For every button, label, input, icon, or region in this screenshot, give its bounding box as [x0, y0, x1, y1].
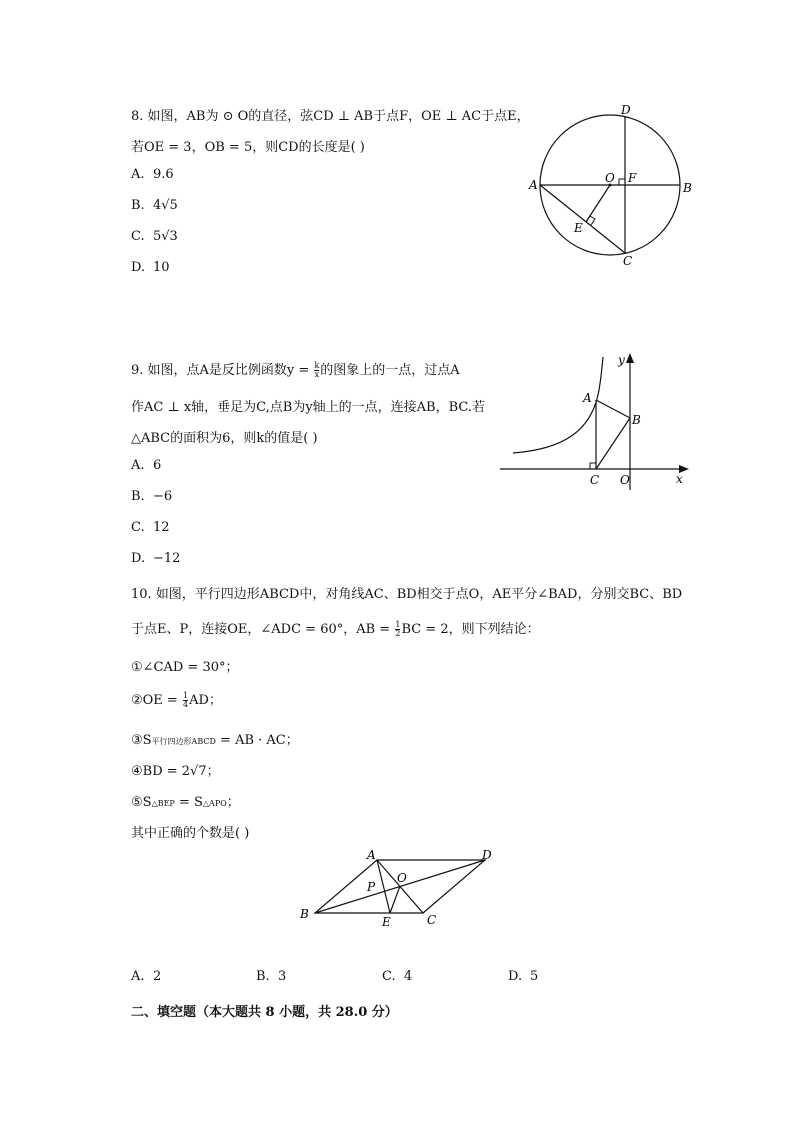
q10-option-c — [382, 969, 412, 984]
option-key: D. — [508, 969, 523, 984]
option-key: C. — [131, 229, 145, 244]
option-key: B. — [131, 198, 145, 213]
q9-option-c — [131, 520, 170, 535]
q10-line2-post: BC = 2，则下列结论： — [401, 622, 540, 637]
q8-option-c — [131, 229, 178, 244]
s3-post: = AB · AC； — [215, 733, 299, 748]
label-b: B — [632, 413, 641, 427]
label-d: D — [482, 848, 492, 862]
option-key: D. — [131, 260, 146, 275]
q9-option-b — [131, 489, 172, 504]
q10-ask: 其中正确的个数是( ) — [131, 826, 250, 841]
q10-statement-2 — [131, 689, 222, 709]
s3-pre: ③S — [131, 733, 152, 748]
q9-hyperbola-figure — [495, 345, 695, 490]
option-key: A. — [131, 458, 145, 473]
s5-subscript-1: △BEP — [151, 799, 175, 808]
label-a: A — [583, 391, 592, 405]
option-key: A. — [131, 969, 145, 984]
s5-post: ； — [226, 795, 240, 810]
segment-oe — [586, 185, 610, 222]
chord-ac — [540, 185, 625, 253]
option-key: A. — [131, 167, 145, 182]
option-key: D. — [131, 551, 146, 566]
option-text: 4 — [404, 969, 413, 984]
q10-option-d — [508, 969, 538, 984]
q8-stem-line2: 若OE = 3，OB = 5，则CD的长度是( ) — [131, 140, 365, 155]
label-f: F — [628, 171, 637, 185]
frac-den: x — [314, 370, 320, 379]
s5-pre: ⑤S — [131, 795, 152, 810]
frac-den: 4 — [182, 700, 189, 709]
label-o: O — [620, 473, 630, 487]
fraction-one-quarter — [183, 692, 188, 709]
q9-line1-pre: 9. 如图，点A是反比例函数y = — [131, 363, 314, 378]
frac-den: 2 — [395, 629, 401, 638]
label-c: C — [623, 254, 633, 268]
right-angle-f — [619, 179, 625, 185]
frac-num: k — [314, 361, 320, 370]
q8-stem-line1: 8. 如图，AB为 ⊙ O的直径，弦CD ⊥ AB于点F，OE ⊥ AC于点E， — [131, 109, 530, 124]
label-p: P — [367, 880, 376, 894]
option-text: 6 — [153, 458, 162, 473]
q10-stem-line1: 10. 如图，平行四边形ABCD中，对角线AC、BD相交于点O，AE平分∠BAD，分别交BC、BD — [131, 587, 683, 602]
q10-statement-1: ①∠CAD = 30°； — [131, 660, 239, 675]
option-text: −12 — [153, 551, 181, 566]
label-d: D — [621, 103, 631, 117]
s3-subscript: 平行四边形ABCD — [151, 737, 216, 746]
option-text: −6 — [153, 489, 173, 504]
q9-option-d — [131, 551, 180, 566]
q10-option-a — [131, 969, 161, 984]
label-y: y — [618, 353, 625, 367]
label-a: A — [529, 178, 538, 192]
label-x: x — [676, 472, 683, 486]
label-b: B — [683, 181, 692, 195]
s5-mid: = S — [174, 795, 203, 810]
label-a: A — [367, 848, 376, 862]
q10-statement-4: ④BD = 2√7； — [131, 764, 220, 779]
right-angle-e — [590, 216, 595, 225]
q8-option-d — [131, 260, 170, 275]
option-text: 3 — [278, 969, 287, 984]
fraction-one-half — [395, 621, 400, 638]
q10-parallelogram-figure — [295, 845, 500, 930]
s5-subscript-2: △APO — [202, 799, 227, 808]
segment-ab — [596, 400, 630, 418]
label-b: B — [300, 907, 309, 921]
y-axis-arrow — [626, 353, 634, 363]
option-text: 5 — [530, 969, 539, 984]
label-e: E — [574, 221, 583, 235]
s2-pre: ②OE = — [131, 693, 182, 708]
q8-option-b — [131, 198, 178, 213]
label-o: O — [397, 871, 407, 885]
hyperbola-branch — [513, 357, 603, 453]
option-key: B. — [131, 489, 145, 504]
option-text: 2 — [153, 969, 162, 984]
option-key: B. — [256, 969, 270, 984]
option-text: 12 — [153, 520, 170, 535]
right-angle-c — [590, 463, 596, 469]
option-key: C. — [382, 969, 396, 984]
q9-stem-line2: 作AC ⊥ x轴，垂足为C,点B为y轴上的一点，连接AB，BC.若 — [131, 400, 486, 415]
label-o: O — [605, 171, 615, 185]
q8-option-a — [131, 167, 174, 182]
frac-num: 1 — [182, 691, 189, 700]
option-text: 5√3 — [153, 229, 178, 244]
q10-option-b — [256, 969, 286, 984]
q9-line1-post: 的图象上的一点，过点A — [320, 363, 460, 378]
segment-bc — [596, 418, 630, 469]
option-text: 4√5 — [153, 198, 178, 213]
q8-circle-figure — [520, 100, 700, 270]
q10-statement-3 — [131, 729, 299, 748]
s2-post: AD； — [189, 693, 222, 708]
q10-line2-pre: 于点E、P，连接OE，∠ADC = 60°，AB = — [131, 622, 395, 637]
section-heading-fill-in: 二、填空题（本大题共 8 小题，共 28.0 分） — [131, 1005, 398, 1020]
label-c: C — [590, 473, 600, 487]
option-key: C. — [131, 520, 145, 535]
segment-oe — [390, 886, 400, 913]
label-c: C — [427, 913, 437, 927]
q9-stem-line1 — [131, 359, 460, 379]
frac-num: 1 — [395, 620, 401, 629]
q10-stem-line2 — [131, 618, 540, 638]
q9-option-a — [131, 458, 161, 473]
label-e: E — [382, 915, 391, 929]
q9-stem-line3: △ABC的面积为6，则k的值是( ) — [131, 431, 318, 446]
q10-statement-5 — [131, 791, 240, 810]
fraction-k-over-x — [314, 362, 319, 379]
option-text: 9.6 — [153, 167, 174, 182]
option-text: 10 — [153, 260, 170, 275]
